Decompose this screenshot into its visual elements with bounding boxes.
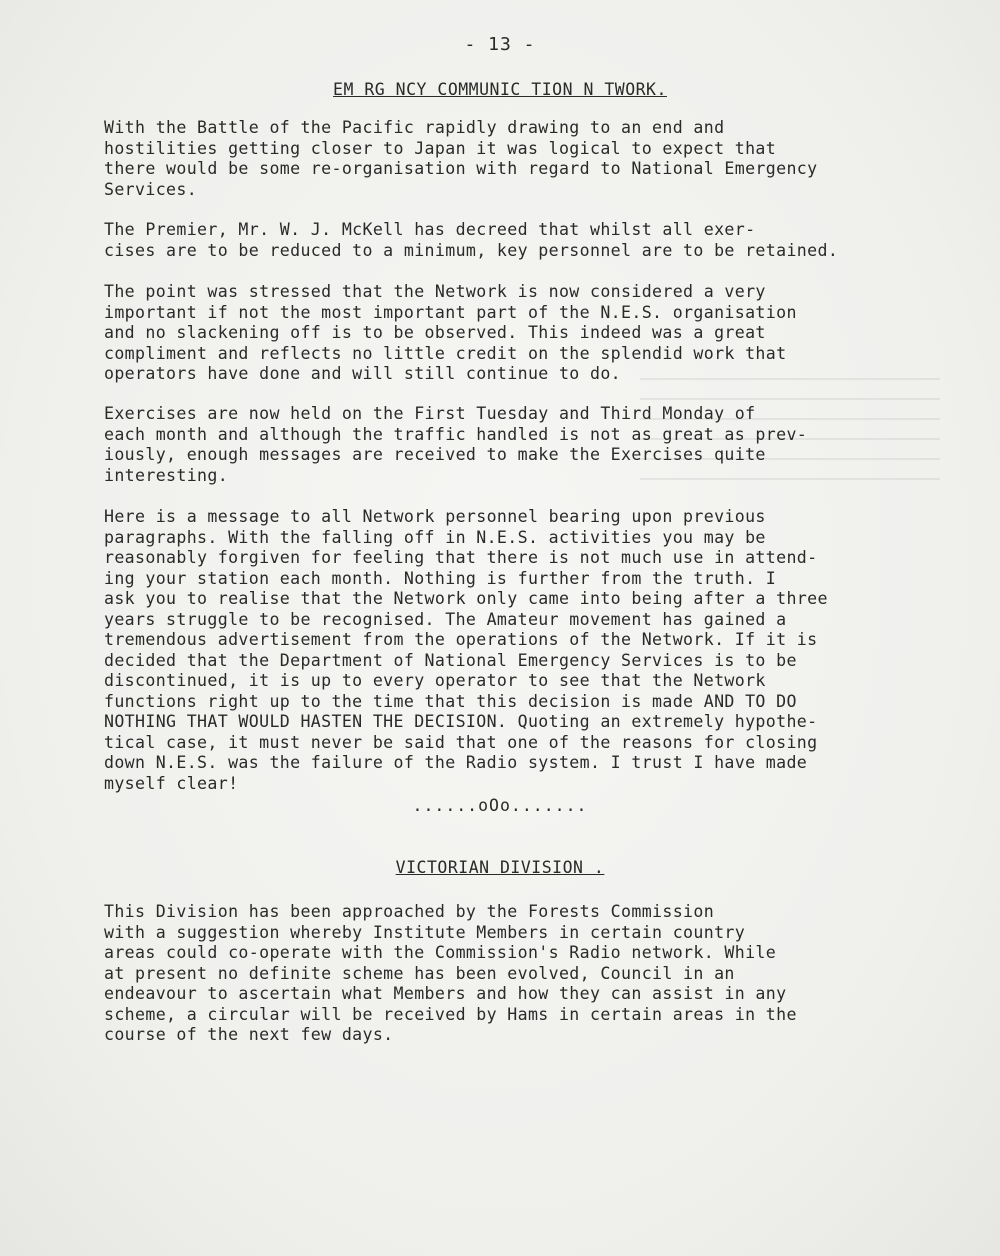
paragraph: With the Battle of the Pacific rapidly drawing to an end and hostilities getting closer to Japan it was logical to expect that there would be some re-organisation with regard to National Emergency Services.	[104, 118, 818, 199]
paragraph: The point was stressed that the Network is now considered a very important if not the most important part of the N.E.S. organisation and no slackening off is to be observed. This indeed was a great compliment and reflects no little credit on the splendid work that operators have done and will still continue to do.	[104, 282, 797, 383]
paragraph: Exercises are now held on the First Tuesday and Third Monday of each month and although the traffic handled is not as great as prev- iously, enough messages are received to make the Exercises quite interesting.	[104, 404, 808, 485]
paragraph: The Premier, Mr. W. J. McKell has decreed that whilst all exer- cises are to be reduced to a minimum, key personnel are to be retained.	[104, 220, 839, 260]
page-number: - 13 -	[464, 34, 536, 55]
paragraph: Here is a message to all Network personnel bearing upon previous paragraphs. With the falling off in N.E.S. activities you may be reasonably forgiven for feeling that there is not much use in attend- ing your station each month. Nothing is further from the truth. I ask you to realise that the Network only came into being after a three years struggle to be recognised. The Amateur movement has gained a tremendous advertisement from the operations of the Network. If it is decided that the Department of National Emergency Services is to be discontinued, it is up to every operator to see that the Network functions right up to the time that this decision is made AND TO DO NOTHING THAT WOULD HASTEN THE DECISION. Quoting an extremely hypothe- tical case, it must never be said that one of the reasons for closing down N.E.S. was the failure of the Radio system. I trust I have made myself clear!	[104, 507, 828, 793]
section-heading-victorian: VICTORIAN DIVISION .	[395, 858, 605, 877]
section-separator: ......oOo.......	[412, 796, 588, 815]
section-heading-network: EM RG NCY COMMUNIC TION N TWORK.	[333, 80, 667, 99]
paragraph: This Division has been approached by the Forests Commission with a suggestion whereby Institute Members in certain country areas could co-operate with the Commission's Radio network. While at present no definite scheme has been evolved, Council in an endeavour to ascertain what Members and how they can assist in any scheme, a circular will be received by Hams in certain areas in the course of the next few days.	[104, 902, 797, 1044]
